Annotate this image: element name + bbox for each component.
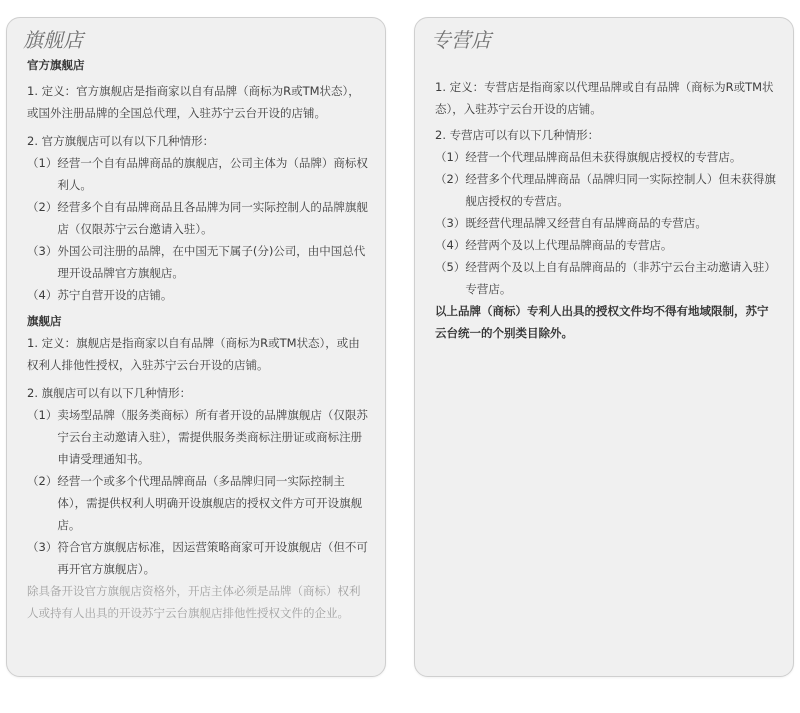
list-item-number: （2）: [27, 474, 58, 488]
specialty-cases-intro: 2. 专营店可以有以下几种情形：: [435, 128, 600, 142]
list-item: [27, 196, 371, 240]
list-item-text: 卖场型品牌（服务类商标）所有者开设的品牌旗舰店（仅限苏宁云台主动邀请入驻），需提供服务类商标注册证或商标注册申请受理通知书。: [57, 408, 368, 466]
specialty-store-panel: [414, 17, 794, 677]
flagship-panel-title: 旗舰店: [23, 28, 83, 52]
official-flagship-case-list: [27, 152, 371, 306]
list-item-number: （2）: [435, 172, 466, 186]
list-item-text: 经营多个自有品牌商品且各品牌为同一实际控制人的品牌旗舰店（仅限苏宁云台邀请入驻）。: [57, 200, 368, 236]
list-item-number: （3）: [27, 540, 58, 554]
list-item-text: 经营两个及以上自有品牌商品的（非苏宁云台主动邀请入驻）专营店。: [465, 260, 776, 296]
list-item-text: 经营一个自有品牌商品的旗舰店，公司主体为（品牌）商标权利人。: [57, 156, 368, 192]
list-item-text: 经营多个代理品牌商品（品牌归同一实际控制人）但未获得旗舰店授权的专营店。: [465, 172, 776, 208]
list-item-text: 外国公司注册的品牌，在中国无下属子(分)公司，由中国总代理开设品牌官方旗舰店。: [57, 244, 366, 280]
list-item-number: （4）: [27, 288, 58, 302]
list-item: [435, 256, 779, 300]
list-item: [435, 146, 779, 168]
list-item: [27, 152, 371, 196]
list-item-number: （1）: [27, 408, 58, 422]
list-item: [435, 234, 779, 256]
list-item-text: 符合官方旗舰店标准，因运营策略商家可开设旗舰店（但不可再开官方旗舰店）。: [57, 540, 368, 576]
specialty-authorization-note: 以上品牌（商标）专利人出具的授权文件均不得有地域限制，苏宁云台统一的个别类目除外。: [435, 304, 769, 340]
list-item-number: （2）: [27, 200, 58, 214]
specialty-panel-body: [435, 76, 779, 344]
flagship-panel-body: [27, 54, 371, 624]
list-item-number: （1）: [27, 156, 58, 170]
list-item-text: 经营两个及以上代理品牌商品的专营店。: [465, 238, 673, 252]
official-flagship-cases-intro: 2. 官方旗舰店可以有以下几种情形：: [27, 134, 215, 148]
list-item-number: （3）: [27, 244, 58, 258]
list-item: [435, 168, 779, 212]
flagship-cases-intro: 2. 旗舰店可以有以下几种情形：: [27, 386, 192, 400]
list-item: [27, 536, 371, 580]
official-flagship-heading: 官方旗舰店: [27, 58, 85, 72]
flagship-definition: 1. 定义：旗舰店是指商家以自有品牌（商标为R或TM状态），或由权利人排他性授权，入驻苏宁云台开设的店铺。: [27, 336, 360, 372]
specialty-case-list: [435, 146, 779, 300]
list-item: [27, 470, 371, 536]
list-item: [27, 284, 371, 306]
list-item-text: 经营一个代理品牌商品但未获得旗舰店授权的专营店。: [465, 150, 742, 164]
official-flagship-definition: 1. 定义：官方旗舰店是指商家以自有品牌（商标为R或TM状态），或国外注册品牌的全国总代理，入驻苏宁云台开设的店铺。: [27, 84, 360, 120]
list-item-number: （5）: [435, 260, 466, 274]
flagship-case-list: [27, 404, 371, 580]
list-item-text: 既经营代理品牌又经营自有品牌商品的专营店。: [465, 216, 707, 230]
list-item-number: （3）: [435, 216, 466, 230]
list-item: [435, 212, 779, 234]
specialty-definition: 1. 定义：专营店是指商家以代理品牌或自有品牌（商标为R或TM状态），入驻苏宁云台开设的店铺。: [435, 80, 774, 116]
list-item-text: 苏宁自营开设的店铺。: [57, 288, 173, 302]
flagship-store-panel: [6, 17, 386, 677]
flagship-eligibility-note: 除具备开设官方旗舰店资格外，开店主体必须是品牌（商标）权利人或持有人出具的开设苏宁云台旗舰店排他性授权文件的企业。: [27, 584, 361, 620]
specialty-panel-title: 专营店: [431, 28, 491, 52]
list-item-number: （1）: [435, 150, 466, 164]
list-item: [27, 240, 371, 284]
list-item-number: （4）: [435, 238, 466, 252]
list-item-text: 经营一个或多个代理品牌商品（多品牌归同一实际控制主体），需提供权利人明确开设旗舰店的授权文件方可开设旗舰店。: [57, 474, 363, 532]
list-item: [27, 404, 371, 470]
flagship-heading: 旗舰店: [27, 314, 62, 328]
